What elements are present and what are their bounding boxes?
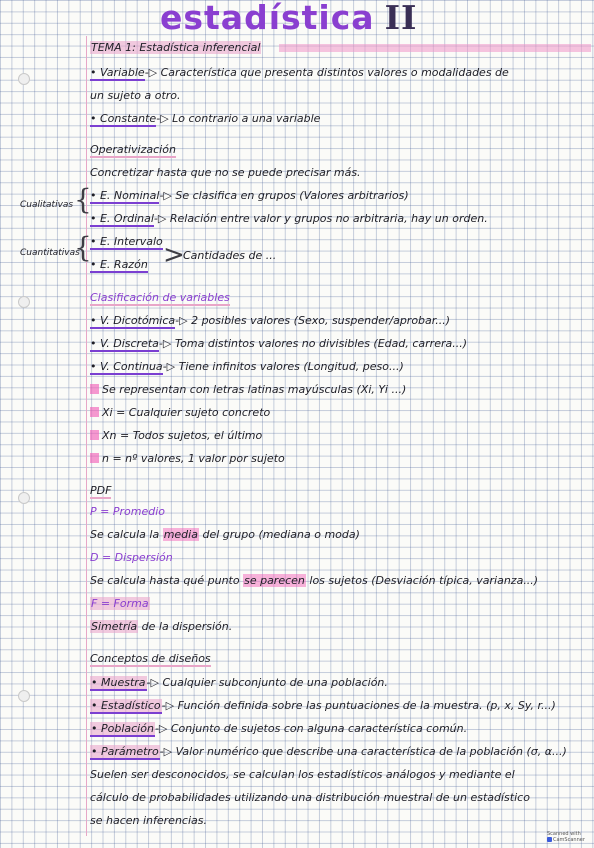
term-poblacion: • Población — [91, 722, 154, 735]
term-estadistico: • Estadístico — [91, 699, 161, 712]
binder-hole — [18, 690, 30, 702]
operativizacion-text: Concretizar hasta que no se puede precisar más. — [90, 166, 361, 179]
margin-line — [86, 36, 87, 836]
def-discreta: • V. Discreta-▷ Toma distintos valores no divisibles (Edad, carrera...) — [90, 337, 468, 350]
clasif-latinas: Se representan con letras latinas mayúsculas (Xi, Yi ...) — [90, 383, 580, 397]
def-dicotomica: • V. Dicotómica-▷ 2 posibles valores (Sexo, suspender/aprobar...) — [90, 314, 451, 327]
term-discreta: • V. Discreta — [90, 337, 159, 350]
title-main: estadística — [160, 0, 375, 37]
def-constante: • Constante-▷ Lo contrario a una variable — [90, 112, 321, 125]
section-clasificacion: Clasificación de variables — [90, 291, 230, 304]
section-conceptos: Conceptos de diseños — [90, 652, 211, 665]
binder-hole — [18, 492, 30, 504]
term-muestra: • Muestra — [91, 676, 146, 689]
pdf-d-label: D = Dispersión — [90, 551, 173, 564]
page-title — [160, 0, 417, 37]
clasif-n: n = nº valores, 1 valor por sujeto — [90, 452, 580, 466]
def-muestra: • Muestra-▷ Cualquier subconjunto de una población. — [91, 676, 388, 689]
brace-cuantitativas: { — [74, 231, 92, 264]
def-parametro: • Parámetro-▷ Valor numérico que describe una característica de la población (σ, α...) — [91, 745, 567, 758]
suelen-line-1: Suelen ser desconocidos, se calculan los estadísticos análogos y mediante el — [90, 768, 515, 781]
clasif-xi: Xi = Cualquier sujeto concreto — [90, 406, 580, 420]
pdf-p-text: Se calcula la media del grupo (mediana o moda) — [90, 528, 360, 541]
def-ordinal: • E. Ordinal-▷ Relación entre valor y grupos no arbitraria, hay un orden. — [90, 212, 488, 225]
title-numeral: II — [384, 0, 418, 37]
term-razon: • E. Razón — [90, 258, 148, 271]
scanner-logo-icon — [547, 837, 552, 842]
section-operativizacion: Operativización — [90, 143, 176, 156]
label-cualitativas: Cualitativas — [20, 200, 74, 210]
term-dicotomica: • V. Dicotómica — [90, 314, 176, 327]
def-poblacion: • Población-▷ Conjunto de sujetos con alguna característica común. — [91, 722, 468, 735]
def-estadistico: • Estadístico-▷ Función definida sobre las puntuaciones de la muestra. (p, x, Sy, r...) — [91, 699, 556, 712]
pdf-d-text: Se calcula hasta qué punto se parecen los sujetos (Desviación típica, varianza...) — [90, 574, 539, 587]
binder-hole — [18, 73, 30, 85]
term-parametro: • Parámetro — [91, 745, 159, 758]
binder-hole — [18, 296, 30, 308]
def-variable: • Variable-▷ Característica que presenta distintos valores o modalidades de — [90, 66, 509, 79]
scanner-watermark: Scanned with CamScanner — [547, 831, 585, 843]
tema-heading: TEMA 1: Estadística inferencial — [91, 41, 261, 54]
cantidades-text: Cantidades de ... — [183, 249, 277, 262]
label-cuantitativas: Cuantitativas — [20, 248, 80, 258]
brace-cualitativas: { — [74, 183, 92, 216]
def-razon — [90, 258, 580, 272]
section-pdf: PDF — [90, 484, 112, 497]
pdf-p-label: P = Promedio — [90, 505, 165, 518]
suelen-line-2: cálculo de probabilidades utilizando una distribución muestral de un estadístico — [90, 791, 530, 804]
suelen-line-3: se hacen inferencias. — [90, 814, 207, 827]
def-continua: • V. Continua-▷ Tiene infinitos valores (Longitud, peso...) — [90, 360, 404, 373]
clasif-xn: Xn = Todos sujetos, el último — [90, 429, 580, 443]
term-variable: • Variable — [90, 66, 145, 79]
term-continua: • V. Continua — [90, 360, 163, 373]
pdf-f-label: F = Forma — [91, 597, 149, 610]
def-nominal: • E. Nominal-▷ Se clasifica en grupos (Valores arbitrarios) — [90, 189, 409, 202]
term-intervalo: • E. Intervalo — [90, 235, 163, 248]
def-variable-cont: un sujeto a otro. — [90, 89, 181, 102]
pdf-f-text: Simetría de la dispersión. — [91, 620, 233, 633]
term-ordinal: • E. Ordinal — [90, 212, 154, 225]
term-nominal: • E. Nominal — [90, 189, 160, 202]
term-constante: • Constante — [90, 112, 157, 125]
angle-bracket: > — [163, 240, 185, 270]
